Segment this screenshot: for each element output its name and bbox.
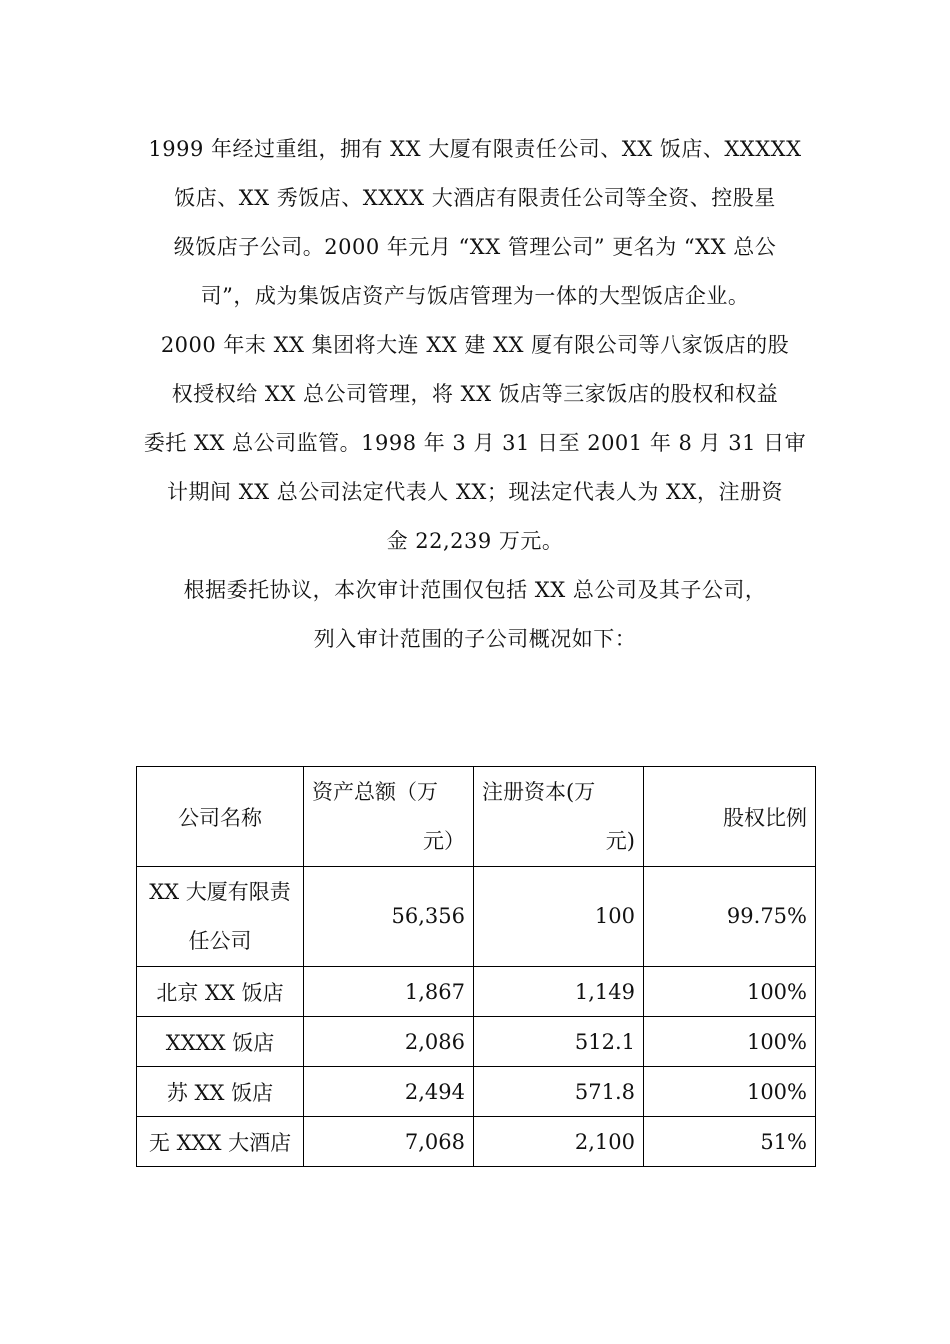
cell-registered-capital: 100 [474,867,644,967]
cell-total-assets: 2,494 [304,1067,474,1117]
table-row [137,1017,816,1067]
cell-equity-ratio: 100% [644,1067,816,1117]
table-row [137,1067,816,1117]
cell-registered-capital: 571.8 [474,1067,644,1117]
cell-company-name: 苏 XX 饭店 [137,1067,304,1117]
header-registered-capital-line1: 注册资本(万 [482,779,596,804]
intro-line: 金 22,239 万元。 [386,529,564,553]
intro-line: 2000 年末 XX 集团将大连 XX 建 XX 厦有限公司等八家饭店的股 [160,333,790,357]
intro-line: 饭店、XX 秀饭店、XXXX 大酒店有限责任公司等全资、控股星 [174,186,776,210]
intro-line: 计期间 XX 总公司法定代表人 XX；现法定代表人为 XX，注册资 [167,480,783,504]
cell-total-assets: 56,356 [304,867,474,967]
cell-registered-capital: 1,149 [474,967,644,1017]
intro-paragraph [140,125,810,664]
intro-line: 司”，成为集饭店资产与饭店管理为一体的大型饭店企业。 [200,284,750,308]
intro-line: 1999 年经过重组，拥有 XX 大厦有限责任公司、XX 饭店、XXXXX [148,137,802,161]
cell-company-name: XXXX 饭店 [137,1017,304,1067]
header-registered-capital-line2: 元) [605,828,635,853]
cell-registered-capital: 2,100 [474,1117,644,1167]
header-equity-ratio: 股权比例 [644,767,816,867]
intro-line: 级饭店子公司。2000 年元月 “XX 管理公司” 更名为 “XX 总公 [173,235,777,259]
table-row [137,867,816,967]
cell-company-name-line2: 任公司 [188,928,252,953]
intro-line: 权授权给 XX 总公司管理，将 XX 饭店等三家饭店的股权和权益 [171,382,779,406]
subsidiary-table [136,766,816,1167]
table-row [137,1117,816,1167]
cell-company-name [137,867,304,967]
cell-equity-ratio: 99.75% [644,867,816,967]
cell-total-assets: 1,867 [304,967,474,1017]
cell-total-assets: 7,068 [304,1117,474,1167]
intro-line: 委托 XX 总公司监管。1998 年 3 月 31 日至 2001 年 8 月 31 日审 [143,431,807,455]
cell-total-assets: 2,086 [304,1017,474,1067]
header-company-name: 公司名称 [137,767,304,867]
table-row [137,967,816,1017]
scope-line: 列入审计范围的子公司概况如下： [313,627,637,651]
cell-company-name-line1: XX 大厦有限责 [149,879,291,904]
scope-line: 根据委托协议，本次审计范围仅包括 XX 总公司及其子公司， [183,578,767,602]
cell-company-name: 无 XXX 大酒店 [137,1117,304,1167]
cell-company-name: 北京 XX 饭店 [137,967,304,1017]
cell-equity-ratio: 51% [644,1117,816,1167]
cell-equity-ratio: 100% [644,967,816,1017]
cell-equity-ratio: 100% [644,1017,816,1067]
table-header-row [137,767,816,867]
header-total-assets-line1: 资产总额（万 [312,779,438,804]
header-total-assets [304,767,474,867]
header-registered-capital [474,767,644,867]
cell-registered-capital: 512.1 [474,1017,644,1067]
header-total-assets-line2: 元） [423,828,465,853]
